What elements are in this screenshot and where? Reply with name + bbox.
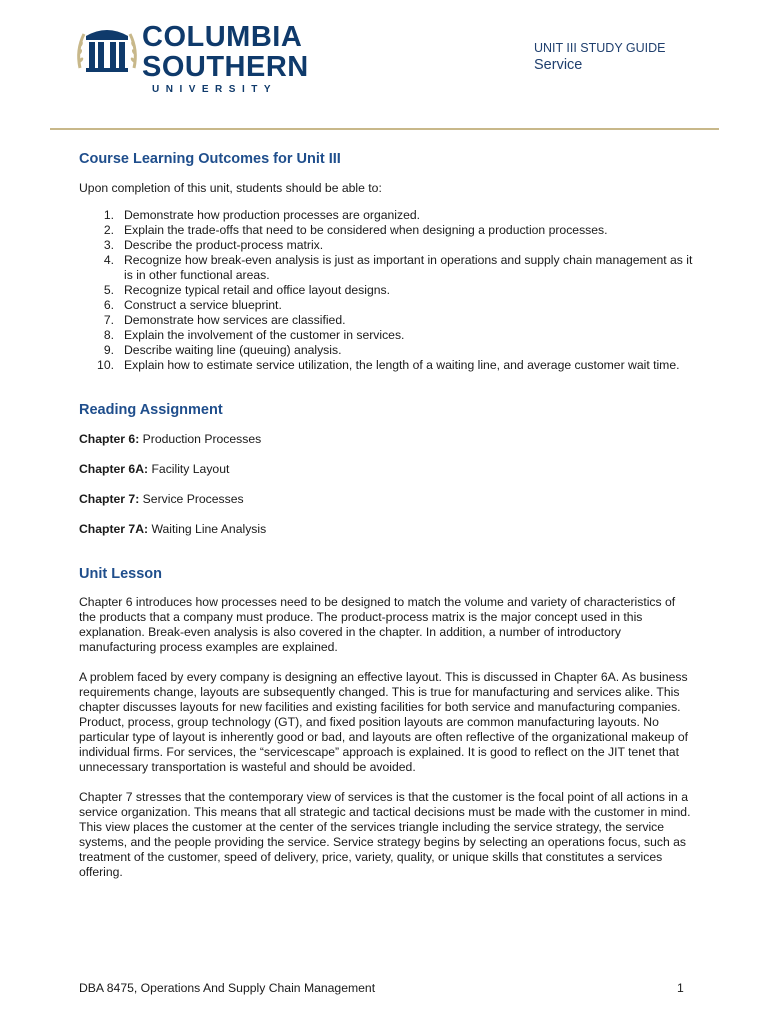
lesson-heading: Unit Lesson: [79, 566, 162, 582]
lesson-paragraph: Chapter 6 introduces how processes need to be designed to match the volume and variety of characteristics of the products that a company must produce. The product-process matrix is the major concept used in this explanation. Break-even analysis is also covered in the chapter. In addition, a number of introductory manufacturing process examples are explained.: [79, 595, 676, 654]
document-body: [79, 150, 694, 880]
outcome-item: [79, 283, 694, 298]
outcome-number: 8.: [103, 328, 114, 342]
outcomes-intro: Upon completion of this unit, students should be able to:: [79, 181, 382, 195]
chapter-title: Waiting Line Analysis: [151, 522, 267, 536]
study-guide-label: UNIT III STUDY GUIDE: [534, 41, 666, 55]
chapter-title: Production Processes: [142, 432, 262, 446]
outcome-text: Explain how to estimate service utilization, the length of a waiting line, and average customer wait time.: [124, 358, 680, 372]
outcomes-heading: Course Learning Outcomes for Unit III: [79, 151, 341, 167]
outcome-number: 10.: [97, 358, 114, 372]
chapter-title: Service Processes: [142, 492, 244, 506]
outcome-number: 2.: [103, 223, 114, 237]
chapter-label: Chapter 7A:: [79, 522, 149, 536]
page-header: [0, 0, 768, 130]
outcome-text: Recognize typical retail and office layout designs.: [124, 283, 391, 297]
reading-chapter: [79, 522, 694, 537]
outcome-number: 4.: [103, 253, 114, 267]
reading-chapter: [79, 462, 694, 477]
reading-chapter: [79, 492, 694, 507]
outcomes-list: [79, 208, 694, 373]
outcome-item: [79, 298, 694, 313]
logo-text-southern: SOUTHERN: [142, 51, 309, 83]
outcome-text: Explain the involvement of the customer in services.: [124, 328, 405, 342]
outcome-text: Demonstrate how services are classified.: [124, 313, 346, 327]
outcome-number: 5.: [103, 283, 114, 297]
columns-emblem-icon: [72, 20, 142, 90]
chapter-label: Chapter 7:: [79, 492, 140, 506]
chapter-label: Chapter 6:: [79, 432, 140, 446]
reading-chapter: [79, 432, 694, 447]
outcome-item: [79, 238, 694, 253]
outcome-item: [79, 253, 694, 283]
outcome-number: 6.: [103, 298, 114, 312]
outcome-text: Describe the product-process matrix.: [124, 238, 324, 252]
lesson-paragraph: Chapter 7 stresses that the contemporary view of services is that the customer is the focal point of all actions in a service organization. This means that all strategic and tactical decisions must be made with the customer in mind. This view places the customer at the center of the services triangle including the service strategy, the service systems, and the people providing the service. Service strategy begins by selecting an operations focus, such as treatment of the customer, speed of delivery, price, variety, quality, or unique skills that constitutes a services offering.: [79, 790, 691, 879]
outcome-item: [79, 343, 694, 358]
outcome-item: [79, 358, 694, 373]
outcome-number: 7.: [103, 313, 114, 327]
logo-text-columbia: COLUMBIA: [142, 21, 303, 53]
outcome-number: 9.: [103, 343, 114, 357]
outcome-text: Demonstrate how production processes are organized.: [124, 208, 421, 222]
logo-text-university: UNIVERSITY: [152, 84, 278, 95]
outcome-item: [79, 208, 694, 223]
outcome-text: Describe waiting line (queuing) analysis.: [124, 343, 342, 357]
study-guide-topic: Service: [534, 57, 583, 73]
reading-heading: Reading Assignment: [79, 402, 223, 418]
chapter-label: Chapter 6A:: [79, 462, 149, 476]
outcome-item: [79, 328, 694, 343]
footer-page-number: 1: [677, 981, 684, 995]
footer-course-title: DBA 8475, Operations And Supply Chain Management: [79, 981, 376, 995]
outcome-text: Explain the trade-offs that need to be considered when designing a production processes.: [124, 223, 608, 237]
chapter-title: Facility Layout: [151, 462, 230, 476]
lesson-paragraph: A problem faced by every company is designing an effective layout. This is discussed in Chapter 6A. As business requirements change, layouts are subsequently changed. This is true for manufacturing and services alike. This chapter discusses layouts for new facilities and existing facilities for both service and manufacturing companies. Product, process, group technology (GT), and fixed position layouts are common manufacturing layouts. No particular type of layout is inherently good or bad, and layouts are often reflective of the organizational makeup of individual firms. For services, the “servicescape” approach is explained. It is good to reflect on the JIT tenet that unnecessary transportation is wasteful and should be avoided.: [79, 670, 689, 774]
university-logo: [72, 20, 332, 100]
outcome-item: [79, 313, 694, 328]
header-divider: [50, 128, 719, 130]
outcome-item: [79, 223, 694, 238]
outcome-text: Recognize how break-even analysis is just as important in operations and supply chain management as it is in other functional areas.: [124, 253, 693, 282]
outcome-number: 1.: [103, 208, 114, 222]
outcome-number: 3.: [103, 238, 114, 252]
outcome-text: Construct a service blueprint.: [124, 298, 282, 312]
